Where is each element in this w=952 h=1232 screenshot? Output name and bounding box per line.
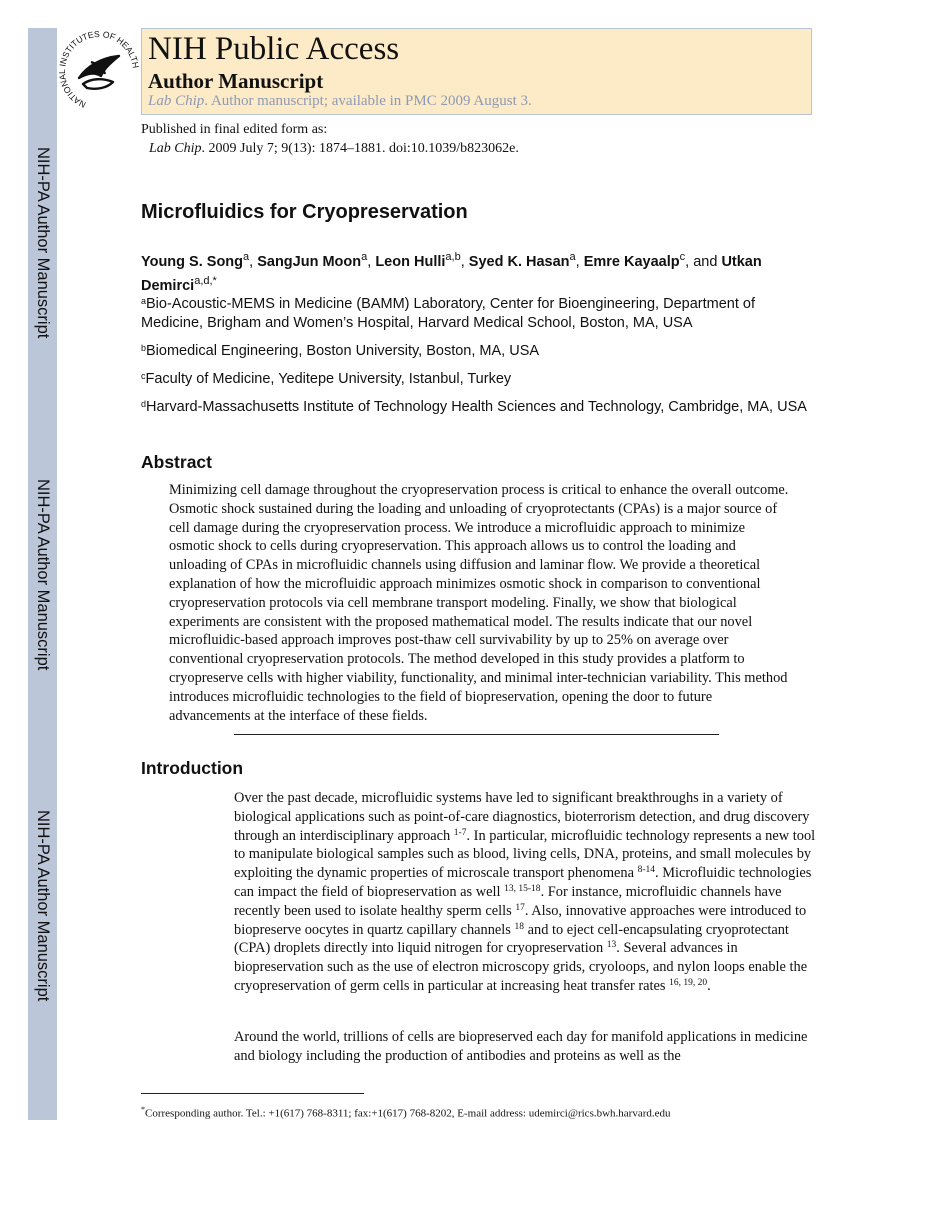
- author-affiliation-mark: a: [361, 251, 368, 263]
- footnote-divider: [141, 1093, 364, 1094]
- author-name: Utkan Demirci: [141, 253, 762, 294]
- sidebar-label-top: NIH-PA Author Manuscript: [34, 146, 52, 339]
- affiliation-a: $^a$Bio-Acoustic-MEMS in Medicine (BAMM) Laboratory, Center for Bioengineering, Department of Medicine, Brigham and Women’s Hospital, Harvard Medical School, Boston, MA, USA: [141, 296, 755, 331]
- sidebar-label-bottom: NIH-PA Author Manuscript: [34, 809, 52, 1002]
- author-name: SangJun Moon: [257, 253, 362, 270]
- citation-ref: 13: [606, 940, 617, 951]
- nih-public-access-banner: [141, 28, 812, 115]
- nih-logo: [57, 28, 141, 116]
- citation-ref: 16, 19, 20: [669, 977, 708, 988]
- nih-logo-ring-text: NATIONAL INSTITUTES OF HEALTH: [57, 28, 141, 110]
- abstract-heading: Abstract: [141, 452, 212, 472]
- citation-ref: 13, 15-18: [504, 883, 541, 894]
- publication-citation-line: [141, 139, 519, 158]
- author-affiliation-mark: c: [679, 251, 686, 263]
- footnote-mark: *: [141, 1105, 145, 1114]
- affiliation-c: $^c$Faculty of Medicine, Yeditepe University, Istanbul, Turkey: [141, 371, 512, 387]
- introduction-paragraph-2: Around the world, trillions of cells are biopreserved each day for manifold applications in medicine and biology including the production of antibodies and proteins as well as the: [234, 1029, 808, 1064]
- affiliation-d: $^d$Harvard-Massachusetts Institute of Technology Health Sciences and Technology, Cambridge, MA, USA: [141, 399, 807, 415]
- author-affiliation-mark: a,b: [445, 251, 461, 263]
- sidebar-label-middle: NIH-PA Author Manuscript: [34, 478, 52, 671]
- introduction-heading: Introduction: [141, 758, 244, 778]
- author-list: Young S. Song$^a$, SangJun Moon$^a$, Leon Hulli$^{a,b}$, Syed K. Hasan$^a$, Emre Kayaalp$^c$, and Utkan Demirci$^{a,d,*}$: [141, 251, 762, 294]
- hhs-eagle-emblem: [79, 56, 119, 89]
- banner-journal: Lab Chip: [148, 93, 205, 109]
- citation-ref: 1-7: [453, 827, 467, 838]
- author-affiliation-mark: a: [569, 251, 576, 263]
- author-affiliation-mark: a,d,*: [194, 274, 217, 287]
- author-name: Leon Hulli: [375, 253, 446, 270]
- authors-and: and: [693, 253, 718, 270]
- publication-journal: Lab Chip: [149, 141, 202, 156]
- banner-availability-text: . Author manuscript; available in PMC 2009 August 3.: [204, 93, 532, 109]
- citation-ref: 17: [515, 902, 525, 913]
- publication-intro: Published in final edited form as:: [141, 122, 328, 137]
- citation-ref: 18: [514, 921, 525, 932]
- banner-subtitle: Author Manuscript: [148, 69, 324, 93]
- banner-title: NIH Public Access: [148, 31, 400, 67]
- author-name: Syed K. Hasan: [468, 253, 570, 270]
- article-title: Microfluidics for Cryopreservation: [141, 201, 468, 223]
- citation-ref: 8-14: [637, 865, 656, 876]
- author-name: Young S. Song: [141, 253, 244, 270]
- affiliation-b: $^b$Biomedical Engineering, Boston University, Boston, MA, USA: [141, 343, 540, 359]
- abstract-divider: [234, 734, 719, 735]
- author-name: Emre Kayaalp: [583, 253, 680, 270]
- banner-availability: [148, 93, 532, 110]
- footnote-text: Corresponding author. Tel.: +1(617) 768-8311; fax:+1(617) 768-8202, E-mail address: udemirci@rics.bwh.harvard.edu: [145, 1107, 671, 1120]
- corresponding-author-footnote: [141, 1105, 671, 1120]
- publication-citation: . 2009 July 7; 9(13): 1874–1881. doi:10.1039/b823062e.: [201, 141, 519, 156]
- publication-info: [141, 120, 519, 158]
- abstract-text: Minimizing cell damage throughout the cryopreservation process is critical to enhance the overall outcome. Osmotic shock sustained during the loading and unloading of cryoprotectants (CPAs) is a major source of cell damage during the cryopreservation process. We introduce a microfluidic approach to minimize osmotic shock to cells during cryopreservation. This approach allows us to control the loading and unloading of CPAs in microfluidic channels using diffusion and laminar flow. We provide a theoretical explanation of how the microfluidic approach minimizes osmotic shock in comparison to conventional cryopreservation protocols via cell membrane transport modeling. Finally, we show that biological experiments are consistent with the proposed mathematical model. The results indicate that our novel microfluidic-based approach improves post-thaw cell survivability by up to 25% on average over conventional cryopreservation protocols. The method developed in this study provides a platform to cryopreserve cells with higher viability, functionality, and minimal inter-technician variability. This method introduces microfluidic technologies to the field of biopreservation, opening the door to future advancements at the interface of these fields.: [169, 482, 789, 724]
- author-affiliation-mark: a: [243, 251, 250, 263]
- introduction-paragraph-1: Over the past decade, microfluidic systems have led to significant breakthroughs in a variety of biological applications such as point-of-care diagnostics, bioterrorism detection, and drug discovery through an interdisciplinary approach $^{1-7}$. In particular, microfluidic technology represents a new tool to manipulate biological samples such as blood, living cells, DNA, proteins, and small molecules by exploiting the dynamic properties of microscale transport phenomena $^{8-14}$. Microfluidic technologies can impact the field of biopreservation as well $^{13, 15-18}$. For instance, microfluidic channels have recently been used to isolate healthy sperm cells $^{17}$. Also, innovative approaches were introduced to biopreserve oocytes in quartz capillary channels $^{18}$ and to eject cell-encapsulating cryoprotectant (CPA) droplets directly into liquid nitrogen for cryopreservation $^{13}$. Several advances in biopreservation such as the use of electron microscopy grids, cryoloops, and nylon loops enable the cryopreservation of germ cells in particular at increasing heat transfer rates $^{16, 19, 20}$.: [234, 790, 816, 994]
